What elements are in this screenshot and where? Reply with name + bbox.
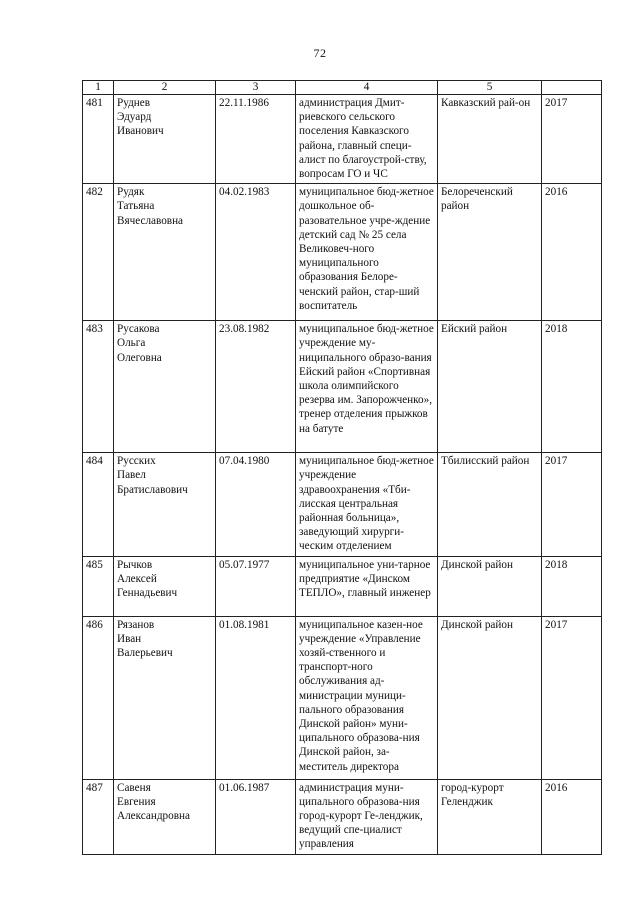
district: Динской район — [438, 616, 542, 779]
patronymic: Иванович — [117, 125, 164, 138]
full-name — [114, 321, 216, 453]
table-row — [83, 779, 602, 854]
surname: Рязанов — [117, 618, 155, 631]
birth-date: 01.06.1987 — [216, 779, 296, 854]
full-name — [114, 556, 216, 616]
registry-table — [82, 80, 602, 855]
position: муниципальное бюд-жетное учреждение здравоохранения «Тби-лисская центральная районная больница», заведующий хирурги-ческим отделением — [296, 453, 438, 556]
first-name: Ольга — [117, 337, 146, 350]
patronymic: Вячеславовна — [117, 214, 184, 227]
position: муниципальное уни-тарное предприятие «Динском ТЕПЛО», главный инженер — [296, 556, 438, 616]
column-header-5: 5 — [438, 81, 542, 95]
district: город-курорт Геленджик — [438, 779, 542, 854]
row-number: 482 — [83, 184, 114, 321]
table-row — [83, 616, 602, 779]
row-number: 486 — [83, 616, 114, 779]
surname: Русских — [117, 455, 156, 468]
position: муниципальное бюд-жетное учреждение му-ниципального образо-вания Ейский район «Спортивная школа олимпийского резерва им. Запорожченко», тренер отделения прыжков на батуте — [296, 321, 438, 453]
table-header-row — [83, 81, 602, 95]
first-name: Евгения — [117, 795, 156, 808]
district: Динской район — [438, 556, 542, 616]
first-name: Эдуард — [117, 111, 152, 124]
district: Ейский район — [438, 321, 542, 453]
full-name — [114, 184, 216, 321]
patronymic: Геннадьевич — [117, 587, 178, 600]
row-number: 487 — [83, 779, 114, 854]
position: администрация Дмит-риевского сельского поселения Кавказского района, главный специ-алист по благоустрой-ству, вопросам ГО и ЧС — [296, 95, 438, 184]
birth-date: 23.08.1982 — [216, 321, 296, 453]
full-name — [114, 95, 216, 184]
first-name: Татьяна — [117, 200, 155, 213]
table-row — [83, 556, 602, 616]
row-number: 481 — [83, 95, 114, 184]
district: Кавказский рай-он — [438, 95, 542, 184]
column-header-4: 4 — [296, 81, 438, 95]
full-name — [114, 616, 216, 779]
year: 2016 — [542, 184, 602, 321]
district: Белореченский район — [438, 184, 542, 321]
position: муниципальное казен-ное учреждение «Управление хозяй-ственного и транспорт-ного обслуживания ад-министрации муници-пального образования Динской район» муни-ципального образова-ния Динской район, за-меститель директора — [296, 616, 438, 779]
row-number: 485 — [83, 556, 114, 616]
birth-date: 22.11.1986 — [216, 95, 296, 184]
surname: Русакова — [117, 323, 160, 336]
year: 2017 — [542, 453, 602, 556]
column-header-3: 3 — [216, 81, 296, 95]
column-header-2: 2 — [114, 81, 216, 95]
surname: Руднев — [117, 97, 151, 109]
patronymic: Олеговна — [117, 351, 162, 364]
surname: Рычков — [117, 558, 153, 571]
full-name — [114, 453, 216, 556]
position: администрация муни-ципального образова-ния город-курорт Ге-ленджик, ведущий спе-циалист управления — [296, 779, 438, 854]
patronymic: Александровна — [117, 810, 190, 823]
column-header-6 — [542, 81, 602, 95]
table-row — [83, 95, 602, 184]
page-number: 72 — [313, 46, 327, 60]
district: Тбилисский район — [438, 453, 542, 556]
year: 2017 — [542, 95, 602, 184]
row-number: 484 — [83, 453, 114, 556]
full-name — [114, 779, 216, 854]
year: 2018 — [542, 556, 602, 616]
patronymic: Братиславович — [117, 483, 188, 496]
first-name: Павел — [117, 469, 146, 482]
year: 2018 — [542, 321, 602, 453]
table-row — [83, 321, 602, 453]
column-header-1: 1 — [83, 81, 114, 95]
surname: Савеня — [117, 781, 151, 794]
birth-date: 05.07.1977 — [216, 556, 296, 616]
position: муниципальное бюд-жетное дошкольное об-разовательное учре-ждение детский сад № 25 села Великовеч-ного муниципального образования Белоре-ченский район, стар-ший воспитатель — [296, 184, 438, 321]
birth-date: 07.04.1980 — [216, 453, 296, 556]
year: 2016 — [542, 779, 602, 854]
table-row — [83, 184, 602, 321]
first-name: Алексей — [117, 572, 157, 585]
row-number: 483 — [83, 321, 114, 453]
year: 2017 — [542, 616, 602, 779]
table-row — [83, 453, 602, 556]
birth-date: 04.02.1983 — [216, 184, 296, 321]
birth-date: 01.08.1981 — [216, 616, 296, 779]
first-name: Иван — [117, 632, 142, 645]
patronymic: Валерьевич — [117, 647, 173, 660]
surname: Рудяк — [117, 186, 145, 199]
